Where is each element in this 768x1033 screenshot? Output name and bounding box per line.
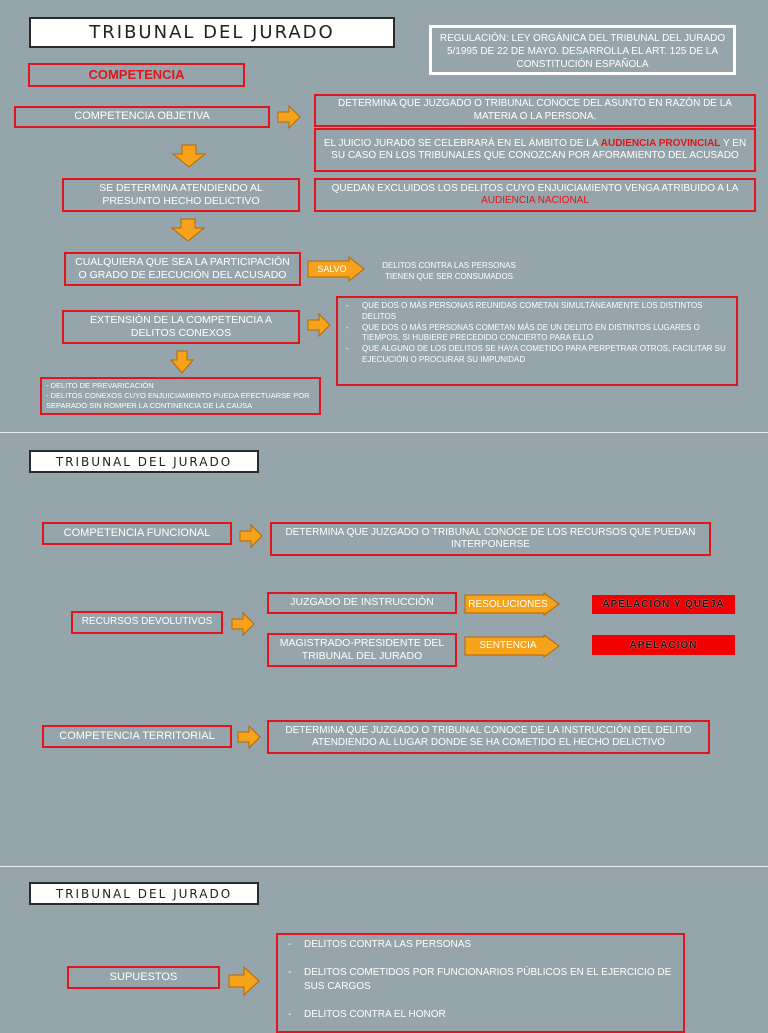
competencia-objetiva-text: COMPETENCIA OBJETIVA (74, 110, 210, 123)
slide-3 (0, 867, 768, 1024)
juicio-pre: EL JUICIO JURADO SE CELEBRARÁ EN EL ÁMBITO DE LA (323, 137, 601, 149)
juicio-jurado-box (314, 128, 756, 172)
supuestos-box (67, 966, 220, 989)
recursos-devolutivos-text: RECURSOS DEVOLUTIVOS (81, 616, 213, 628)
determina-objetiva-text: DETERMINA QUE JUZGADO O TRIBUNAL CONOCE DEL ASUNTO EN RAZÓN DE LA MATERIA O LA PERSONA. (338, 98, 732, 122)
arrow-down-icon (171, 218, 205, 242)
list-item: - DELITOS CONTRA EL HONOR (284, 1008, 677, 1022)
supuestos-list-box (276, 933, 685, 1033)
list-item: - QUE ALGUNO DE LOS DELITOS SE HAYA COMETIDO PARA PERPETRAR OTROS, FACILITAR SU EJECUCIÓN O PROCURAR SU IMPUNIDAD (342, 344, 732, 366)
slide-2 (0, 433, 768, 866)
slide-title-text: TRIBUNAL DEL JURADO (55, 454, 233, 469)
audiencia-nacional-highlight: AUDIENCIA NACIONAL (481, 195, 589, 206)
arrow-right-icon (307, 313, 331, 337)
slide-title (29, 450, 259, 473)
supuestos-list (284, 938, 677, 1022)
competencia-territorial-text: COMPETENCIA TERRITORIAL (59, 729, 215, 742)
juzgado-instruccion-box (267, 592, 457, 614)
slide-title (29, 17, 395, 48)
magistrado-presidente-text: MAGISTRADO-PRESIDENTE DEL TRIBUNAL DEL JURADO (279, 636, 445, 662)
competencia-heading (28, 63, 245, 87)
competencia-heading-text: COMPETENCIA (88, 66, 185, 82)
apelacion-queja-badge: APELACIÓN Y QUEJA (592, 595, 735, 614)
participacion-text: CUALQUIERA QUE SEA LA PARTICIPACIÓN O GRADO DE EJECUCIÓN DEL ACUSADO (75, 255, 290, 281)
apelacion-badge: APELACIÓN (592, 635, 735, 655)
presunto-hecho-box (62, 178, 300, 212)
arrow-right-icon (239, 524, 263, 548)
juicio-post: Y EN SU CASO EN LOS TRIBUNALES QUE CONOZCAN POR AFORAMIENTO DEL ACUSADO (331, 137, 747, 161)
extension-conexos-box (62, 310, 300, 344)
slide-1 (0, 0, 768, 432)
list-item: - QUE DOS O MÁS PERSONAS COMETAN MÁS DE UN DELITO EN DISTINTOS LUGARES O TIEMPOS, SI HUBIERE PRECEDIDO CONCIERTO PARA ELLO (342, 323, 732, 345)
audiencia-provincial-highlight: AUDIENCIA PROVINCIAL (600, 137, 721, 149)
territorial-determina-text: DETERMINA QUE JUZGADO O TRIBUNAL CONOCE DE LA INSTRUCCIÓN DEL DELITO ATENDIENDO AL LUGAR DONDE SE HA COMETIDO EL HECHO DELICTIVO (285, 724, 692, 748)
exclusion-item: - DELITO DE PREVARICACIÓN (46, 381, 154, 390)
regulacion-box (429, 25, 736, 75)
presunto-hecho-text: SE DETERMINA ATENDIENDO AL PRESUNTO HECHO DELICTIVO (99, 181, 263, 207)
salvo-text: DELITOS CONTRA LAS PERSONAS TIENEN QUE SER CONSUMADOS (382, 261, 516, 281)
slide-title-text: TRIBUNAL DEL JURADO (55, 886, 233, 901)
conexos-list-box (336, 296, 738, 386)
slide-title-text: TRIBUNAL DEL JURADO (89, 22, 335, 43)
competencia-funcional-text: COMPETENCIA FUNCIONAL (63, 526, 211, 539)
extension-conexos-text: EXTENSIÓN DE LA COMPETENCIA A DELITOS CONEXOS (89, 313, 273, 339)
arrow-down-icon (170, 350, 194, 374)
list-item: - DELITOS COMETIDOS POR FUNCIONARIOS PÚBLICOS EN EL EJERCICIO DE SUS CARGOS (284, 966, 677, 994)
magistrado-presidente-box (267, 633, 457, 667)
competencia-objetiva-box (14, 106, 270, 128)
funcional-determina-text: DETERMINA QUE JUZGADO O TRIBUNAL CONOCE DE LOS RECURSOS QUE PUEDAN INTERPONERSE (285, 526, 696, 550)
salvo-label: SALVO (317, 264, 347, 274)
arrow-down-icon (172, 144, 206, 168)
competencia-funcional-box (42, 522, 232, 545)
exclusiones-box (40, 377, 321, 415)
exclusion-item: - DELITOS CONEXOS CUYO ENJUICIAMIENTO PUEDA EFECTUARSE POR SEPARADO SIN ROMPER LA CONTINENCIA DE LA CAUSA (46, 391, 310, 411)
determina-objetiva-box (314, 94, 756, 127)
participacion-box (64, 252, 301, 286)
funcional-determina-box (270, 522, 711, 556)
territorial-determina-box (267, 720, 710, 754)
conexos-list (342, 301, 732, 366)
arrow-right-icon (231, 612, 255, 636)
arrow-right-icon (237, 725, 261, 749)
sentencia-label: SENTENCIA (479, 639, 537, 651)
recursos-devolutivos-box (71, 611, 223, 634)
supuestos-text: SUPUESTOS (109, 970, 178, 983)
list-item: - DELITOS CONTRA LAS PERSONAS (284, 938, 677, 952)
list-item: - QUE DOS O MÁS PERSONAS REUNIDAS COMETAN SIMULTÁNEAMENTE LOS DISTINTOS DELITOS (342, 301, 732, 323)
excluidos-text (322, 183, 748, 208)
juzgado-instruccion-text: JUZGADO DE INSTRUCCIÓN (290, 596, 434, 608)
resoluciones-label: RESOLUCIONES (468, 598, 548, 610)
arrow-right-icon (277, 105, 301, 129)
arrow-right-icon (228, 966, 260, 996)
excluidos-box (314, 178, 756, 212)
regulacion-text: REGULACIÓN: LEY ORGÁNICA DEL TRIBUNAL DEL JURADO 5/1995 DE 22 DE MAYO. DESARROLLA EL ART. 125 DE LA CONSTITUCIÓN ESPAÑOLA (439, 33, 726, 70)
excluidos-pre: QUEDAN EXCLUIDOS LOS DELITOS CUYO ENJUICIAMIENTO VENGA ATRIBUIDO A LA (331, 182, 739, 194)
competencia-territorial-box (42, 725, 232, 748)
juicio-jurado-text (322, 138, 748, 163)
slide-title (29, 882, 259, 905)
